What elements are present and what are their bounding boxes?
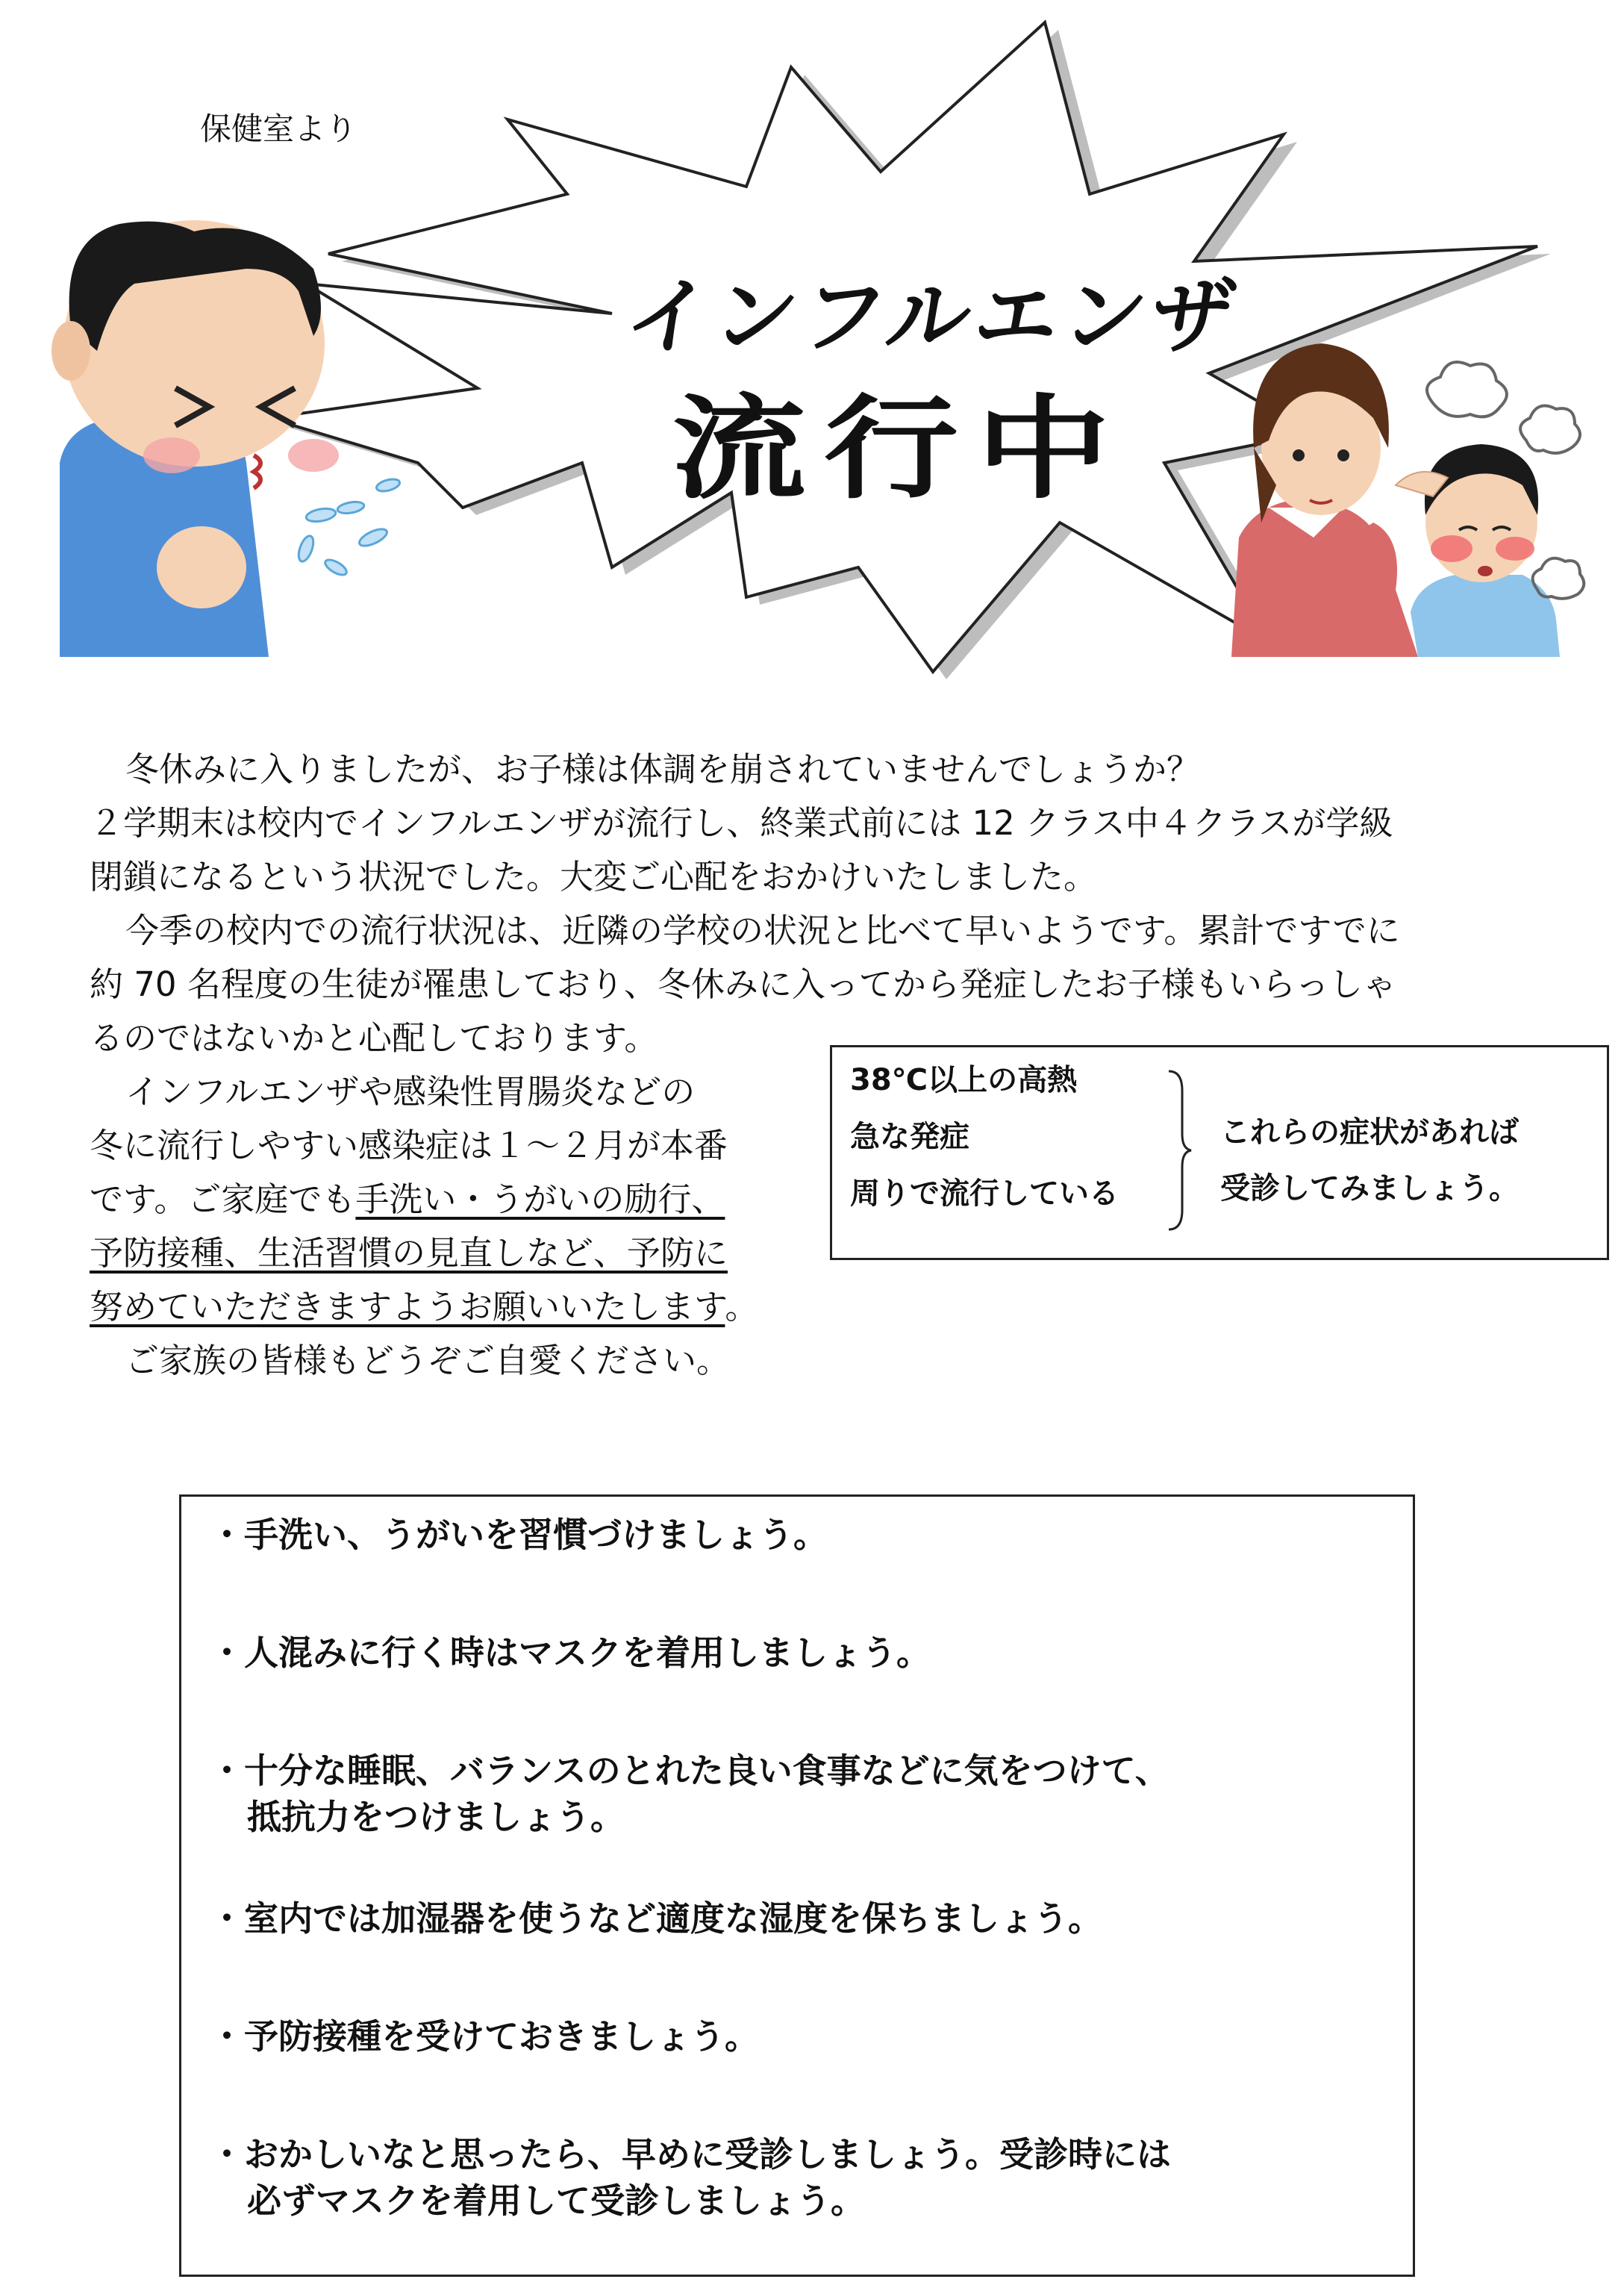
tip-item: [210, 2131, 1171, 2224]
tips-box: [179, 1494, 1415, 2277]
symptom-advice: これらの症状があれば: [1220, 1115, 1519, 1150]
paragraph-text: 。: [725, 1287, 759, 1327]
tip-item: ・人混みに行く時はマスクを着用しましょう。: [210, 1633, 931, 1673]
title-line2: 流行中: [672, 384, 1129, 514]
paragraph-line: [90, 1173, 821, 1226]
intro-paragraphs: [90, 743, 1552, 1065]
paragraph-line: [90, 1280, 821, 1334]
symptom-item: 周りで流行している: [850, 1176, 1119, 1211]
symptom-item: 急な発症: [850, 1120, 969, 1154]
paragraph-line: ２学期末は校内でインフルエンザが流行し、終業式前には 12 クラス中４クラスが学級: [90, 803, 1393, 843]
paragraph-line: 今季の校内での流行状況は、近隣の学校の状況と比べて早いようです。累計ですでに: [125, 911, 1400, 950]
mother-and-child-illustration: [1231, 343, 1584, 657]
paragraph-line: 冬に流行しやすい感染症は１～２月が本番: [90, 1126, 728, 1165]
underlined-text: 努めていただきますようお願いいたします: [90, 1287, 725, 1327]
paragraph-line: インフルエンザや感染性胃腸炎などの: [125, 1072, 696, 1112]
tip-item: ・予防接種を受けておきましょう。: [210, 2016, 759, 2057]
tip-item: [210, 1748, 1169, 1840]
tip-line: ・十分な睡眠、バランスのとれた良い食事などに気をつけて、: [210, 1751, 1169, 1791]
closing-line: ご家族の皆様もどうぞご自愛ください。: [125, 1341, 731, 1380]
symptom-box: [830, 1045, 1609, 1260]
paragraph-line: 約 70 名程度の生徒が罹患しており、冬休みに入ってから発症したお子様もいらっしゃ: [90, 964, 1396, 1004]
title-line1: インフルエンザ: [619, 269, 1246, 366]
underlined-text: 手洗い・うがいの励行、: [355, 1179, 725, 1219]
prevention-paragraph: [90, 1065, 821, 1388]
tip-item: ・手洗い、うがいを習慣づけましょう。: [210, 1515, 828, 1555]
paragraph-text: です。ご家庭でも: [90, 1179, 356, 1219]
brace-icon: [1164, 1068, 1194, 1232]
paragraph-greeting: 冬休みに入りましたが、お子様は体調を崩されていませんでしょうか？: [125, 749, 1201, 789]
tip-line: 必ずマスクを着用して受診しましょう。: [247, 2181, 865, 2221]
paragraph-line: 閉鎖になるという状況でした。大変ご心配をおかけいたしました。: [90, 857, 1098, 897]
tip-line: ・おかしいなと思ったら、早めに受診しましょう。受診時には: [210, 2134, 1171, 2175]
symptom-advice: 受診してみましょう。: [1220, 1171, 1519, 1206]
symptom-item: 38℃以上の高熱: [850, 1063, 1078, 1097]
from-label: 保健室より: [200, 110, 357, 147]
tip-item: ・室内では加湿器を使うなど適度な湿度を保ちましょう。: [210, 1898, 1102, 1939]
tip-line: 抵抗力をつけましょう。: [247, 1797, 625, 1837]
underlined-text: 予防接種、生活習慣の見直しなど、予防に: [90, 1233, 728, 1273]
paragraph-line: るのではないかと心配しております。: [90, 1018, 658, 1058]
